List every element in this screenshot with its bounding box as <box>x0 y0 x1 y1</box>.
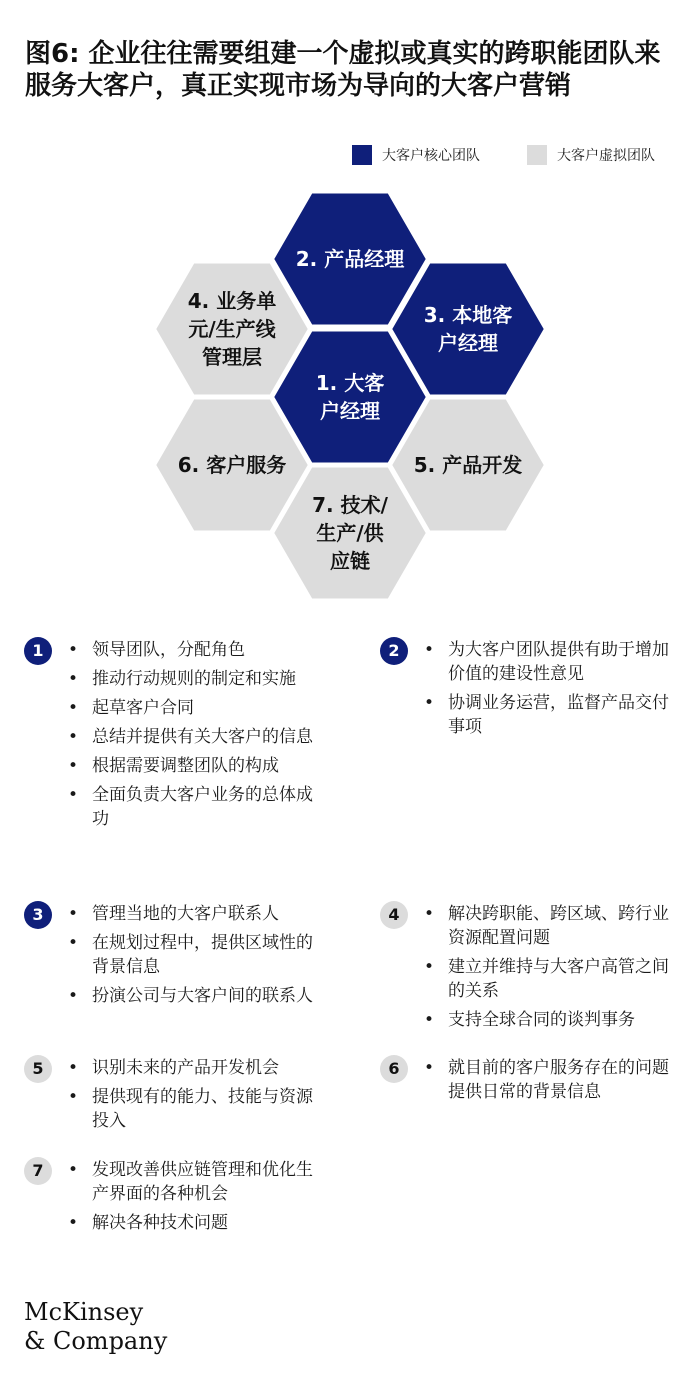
role-list <box>420 638 672 744</box>
role-badge: 1 <box>24 637 52 665</box>
role-bullet-item: • 全面负责大客户业务的总体成功 <box>64 783 316 831</box>
mckinsey-logo <box>24 1298 167 1356</box>
hexagon-label: 生产/供 <box>316 521 384 545</box>
role-badge: 4 <box>380 901 408 929</box>
role-badge: 3 <box>24 901 52 929</box>
hexagon-label: 1. 大客 <box>315 371 385 395</box>
role-list <box>420 902 672 1037</box>
hexagon-label: 元/生产线 <box>188 317 276 341</box>
role-bullet-item: • 在规划过程中，提供区域性的背景信息 <box>64 931 316 979</box>
role-list <box>420 1056 672 1109</box>
legend-core-label: 大客户核心团队 <box>382 148 480 164</box>
hexagon-label: 3. 本地客 <box>423 303 513 327</box>
hexagon-label: 4. 业务单 <box>187 289 277 313</box>
role-bullet-item: • 根据需要调整团队的构成 <box>64 754 316 778</box>
figure-title: 图6: 企业往往需要组建一个虚拟或真实的跨职能团队来服务大客户，真正实现市场为导向的大客户营销 <box>25 39 661 101</box>
role-badge: 5 <box>24 1055 52 1083</box>
role-badge: 7 <box>24 1157 52 1185</box>
role-bullet-item: • 发现改善供应链管理和优化生产界面的各种机会 <box>64 1158 316 1206</box>
role-bullet-item: • 提供现有的能力、技能与资源投入 <box>64 1085 316 1133</box>
role-bullet-item: • 协调业务运营，监督产品交付事项 <box>420 691 672 739</box>
role-bullet-item: • 识别未来的产品开发机会 <box>64 1056 316 1080</box>
logo-line-2: & Company <box>24 1327 168 1355</box>
hexagon-label: 6. 客户服务 <box>177 453 287 477</box>
role-bullet-item: • 领导团队，分配角色 <box>64 638 316 662</box>
role-bullet-item: • 扮演公司与大客户间的联系人 <box>64 984 316 1008</box>
hexagon-label: 户经理 <box>438 331 498 355</box>
hexagon-label: 管理层 <box>202 345 262 369</box>
role-bullet-item: • 建立并维持与大客户高管之间的关系 <box>420 955 672 1003</box>
role-badge: 6 <box>380 1055 408 1083</box>
hexagon-label: 5. 产品开发 <box>413 453 523 477</box>
role-list <box>64 638 316 836</box>
role-bullet-item: • 管理当地的大客户联系人 <box>64 902 316 926</box>
role-badge: 2 <box>380 637 408 665</box>
role-bullet-item: • 就目前的客户服务存在的问题提供日常的背景信息 <box>420 1056 672 1104</box>
role-bullet-item: • 支持全球合同的谈判事务 <box>420 1008 672 1032</box>
hexagon-label: 7. 技术/ <box>312 493 388 517</box>
role-bullet-item: • 总结并提供有关大客户的信息 <box>64 725 316 749</box>
hexagon-label: 2. 产品经理 <box>295 247 405 271</box>
logo-line-1: McKinsey <box>24 1298 144 1326</box>
role-bullet-item: • 起草客户合同 <box>64 696 316 720</box>
role-list <box>64 902 316 1013</box>
legend-virtual-label: 大客户虚拟团队 <box>557 148 655 164</box>
hexagon-diagram <box>0 0 700 620</box>
role-bullet-item: • 为大客户团队提供有助于增加价值的建设性意见 <box>420 638 672 686</box>
role-list <box>64 1056 316 1138</box>
hexagon-label: 户经理 <box>320 399 380 423</box>
role-list <box>64 1158 316 1240</box>
role-bullet-item: • 推动行动规则的制定和实施 <box>64 667 316 691</box>
role-bullet-item: • 解决跨职能、跨区域、跨行业资源配置问题 <box>420 902 672 950</box>
hexagon-label: 应链 <box>330 549 370 573</box>
role-bullet-item: • 解决各种技术问题 <box>64 1211 316 1235</box>
